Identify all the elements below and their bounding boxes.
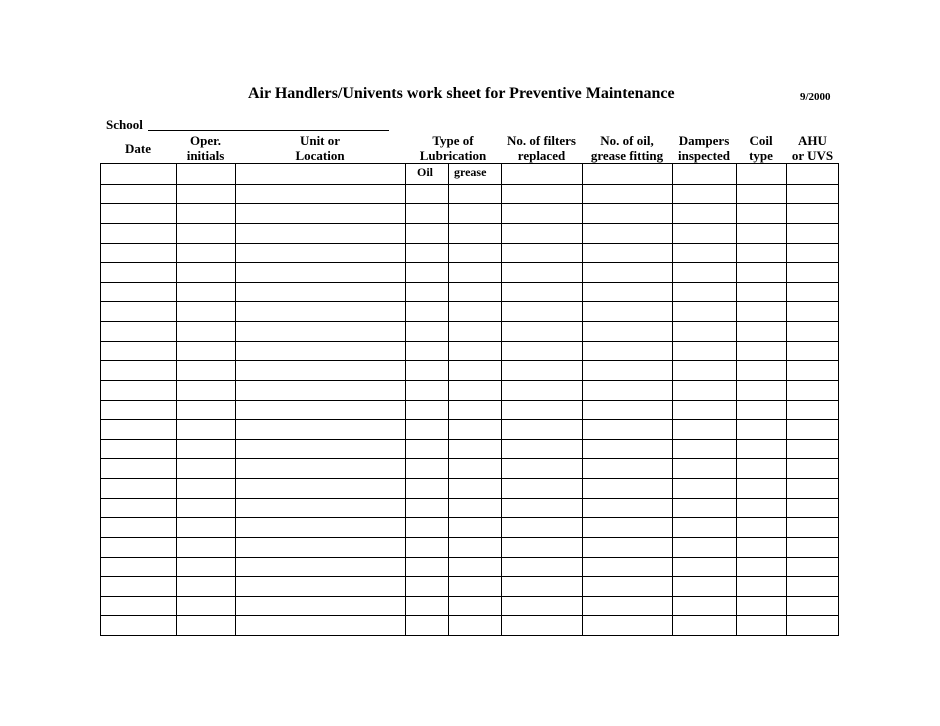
table-row-divider [101, 223, 838, 224]
header-oil-grease-fitting [582, 133, 672, 163]
header-coil-type [736, 133, 786, 163]
maintenance-log-table [100, 163, 839, 636]
table-row-divider [101, 262, 838, 263]
header-oper-line2: initials [186, 148, 225, 163]
header-dampers-inspected [672, 133, 736, 163]
table-row-divider [101, 439, 838, 440]
header-unit-line2: Location [295, 148, 345, 163]
table-row-divider [101, 615, 838, 616]
table-row-divider [101, 203, 838, 204]
table-row-divider [101, 400, 838, 401]
subheader-grease: grease [454, 165, 487, 179]
table-row-divider [101, 184, 838, 185]
table-row-divider [101, 458, 838, 459]
header-dampers-line2: inspected [678, 148, 730, 163]
table-row-divider [101, 341, 838, 342]
table-row-divider [101, 557, 838, 558]
header-filters-line1: No. of filters [507, 133, 576, 148]
header-ahu-line1: AHU [798, 133, 827, 148]
table-row-divider [101, 537, 838, 538]
header-lubrication-line2: Lubrication [419, 148, 487, 163]
sheet-title: Air Handlers/Univents work sheet for Preventive Maintenance [248, 85, 675, 102]
subheader-oil: Oil [417, 165, 434, 179]
table-row-divider [101, 596, 838, 597]
header-oper-line1: Oper. [190, 133, 221, 148]
header-ahu-line2: or UVS [791, 148, 834, 163]
table-row-divider [101, 301, 838, 302]
table-row-divider [101, 498, 838, 499]
header-filters-replaced [501, 133, 582, 163]
table-row-divider [101, 576, 838, 577]
header-date [100, 141, 176, 156]
table-row-divider [101, 380, 838, 381]
header-unit-line1: Unit or [299, 133, 341, 148]
header-oil-grease-line1: No. of oil, [600, 133, 654, 148]
table-row-divider [101, 360, 838, 361]
header-lubrication-line1: Type of [432, 133, 474, 148]
header-lubrication [405, 133, 501, 163]
table-row-divider [101, 243, 838, 244]
header-coil-line1: Coil [749, 133, 773, 148]
header-unit-location [235, 133, 405, 163]
table-row-divider [101, 517, 838, 518]
header-date-line2: Date [125, 141, 151, 156]
header-filters-line2: replaced [517, 148, 566, 163]
table-row-divider [101, 419, 838, 420]
revision-date: 9/2000 [800, 91, 831, 103]
header-ahu-uvs [786, 133, 839, 163]
school-field[interactable] [148, 130, 389, 131]
school-label: School [106, 117, 143, 132]
header-coil-line2: type [749, 148, 773, 163]
header-dampers-line1: Dampers [678, 133, 730, 148]
table-row-divider [101, 321, 838, 322]
header-oil-grease-line2: grease fitting [590, 148, 664, 163]
table-row-divider [101, 478, 838, 479]
header-oper-initials [176, 133, 235, 163]
table-row-divider [101, 282, 838, 283]
